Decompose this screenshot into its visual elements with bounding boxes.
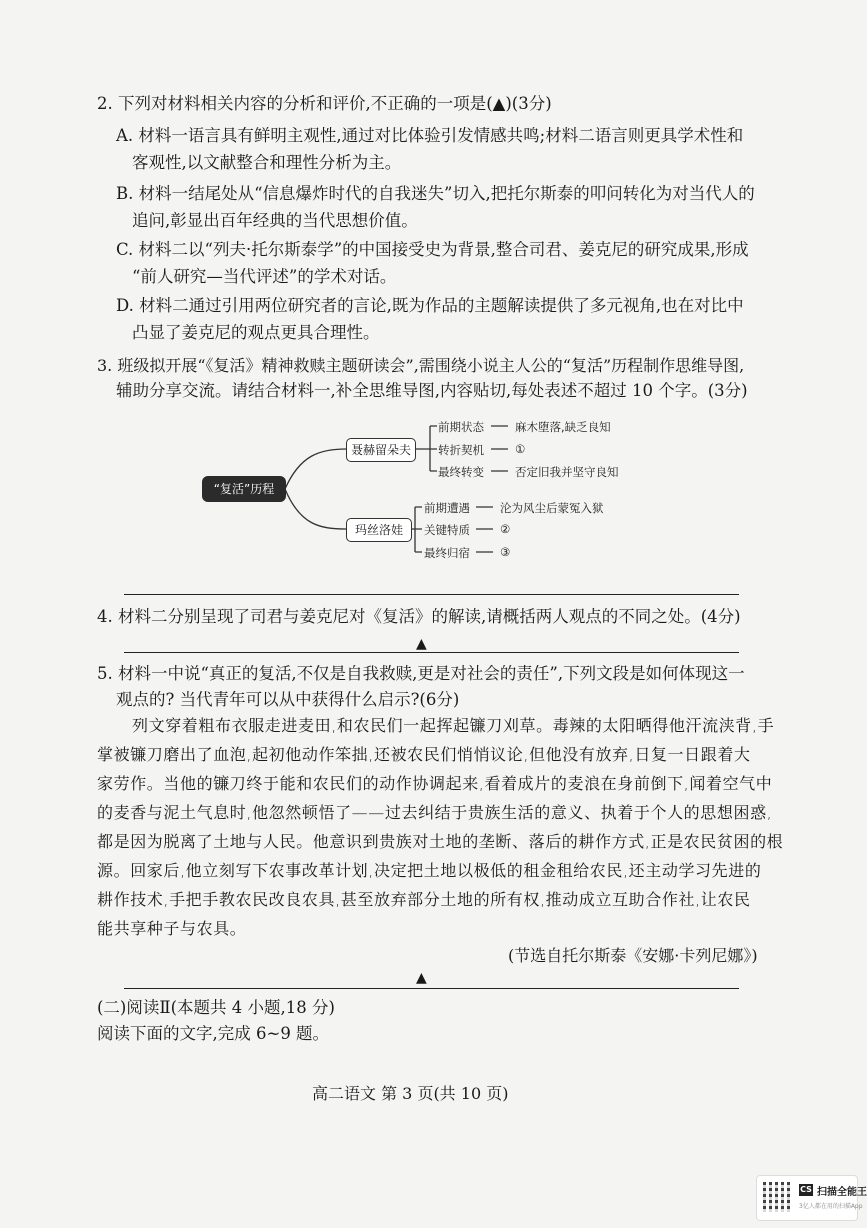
passage-line-1: 列文穿着粗布衣服走进麦田,和农民们一起挥起镰刀刈草。毒辣的太阳晒得他汗流浃背,手 xyxy=(132,716,775,735)
answer-line-q5 xyxy=(124,988,739,989)
passage-source: (节选自托尔斯泰《安娜·卡列尼娜》) xyxy=(508,946,758,965)
passage-line-2: 掌被镰刀磨出了血泡,起初他动作笨拙,还被农民们悄悄议论,但他没有放弃,日复一日跟着大 xyxy=(97,745,751,764)
question-3-line2: 辅助分享交流。请结合材料一,补全思维导图,内容贴切,每处表述不超过 10 个字。(3分) xyxy=(116,381,748,400)
question-3-line1: 3. 班级拟开展“《复活》精神救赎主题研读会”,需围绕小说主人公的“复活”历程制作思维导图, xyxy=(97,356,745,375)
passage-line-5: 都是因为脱离了土地与人民。他意识到贵族对土地的垄断、落后的耕作方式,正是农民贫困的根 xyxy=(97,832,784,851)
camscanner-logo-icon: CS xyxy=(800,1185,812,1194)
section-2-heading: (二)阅读Ⅱ(本题共 4 小题,18 分) xyxy=(97,998,335,1017)
page-footer: 高二语文 第 3 页(共 10 页) xyxy=(312,1084,509,1103)
answer-line-q3 xyxy=(124,594,739,595)
mindmap-branch-maslova: 玛丝洛娃 xyxy=(346,518,412,542)
question-5-line1: 5. 材料一中说“真正的复活,不仅是自我救赎,更是对社会的责任”,下列文段是如何体现这一 xyxy=(97,664,745,683)
answer-marker-q5: ▲ xyxy=(416,970,427,986)
option-d-line2: 凸显了姜克尼的观点更具合理性。 xyxy=(132,323,380,342)
mindmap-value-early-state: 麻木堕落,缺乏良知 xyxy=(515,420,611,434)
mindmap-root: “复活”历程 xyxy=(202,476,286,502)
mindmap-blank-3: ③ xyxy=(500,545,511,559)
mindmap-label-final-destination: 最终归宿 xyxy=(424,546,470,560)
option-c-line1: C. 材料二以“列夫·托尔斯泰学”的中国接受史为背景,整合司君、姜克尼的研究成果,形成 xyxy=(116,240,749,259)
passage-line-3: 家劳作。当他的镰刀终于能和农民们的动作协调起来,看着成片的麦浪在身前倒下,闻着空气中 xyxy=(97,774,773,793)
mindmap-blank-1: ① xyxy=(515,442,526,456)
option-a-line2: 客观性,以文献整合和理性分析为主。 xyxy=(132,153,402,172)
mindmap-label-early-state: 前期状态 xyxy=(438,420,484,434)
answer-line-q4 xyxy=(124,652,739,653)
mindmap-value-early-experience: 沦为风尘后蒙冤入狱 xyxy=(500,501,604,515)
mindmap-label-turning-point: 转折契机 xyxy=(438,443,484,457)
scanner-app-name: 扫描全能王 xyxy=(817,1187,867,1198)
mindmap-branch-nekhlyudov: 聂赫留朵夫 xyxy=(346,438,416,462)
passage-line-6: 源。回家后,他立刻写下农事改革计划,决定把土地以极低的租金租给农民,还主动学习先进的 xyxy=(97,861,762,880)
question-2-stem: 2. 下列对材料相关内容的分析和评价,不正确的一项是(▲)(3分) xyxy=(97,94,552,113)
mindmap-blank-2: ② xyxy=(500,522,511,536)
passage-line-8: 能共享种子与农具。 xyxy=(97,919,247,938)
passage-line-4: 的麦香与泥土气息时,他忽然顿悟了——过去纠结于贵族生活的意义、执着于个人的思想困惑, xyxy=(97,803,773,822)
option-b-line1: B. 材料一结尾处从“信息爆炸时代的自我迷失”切入,把托尔斯泰的叩问转化为对当代人的 xyxy=(116,184,755,203)
option-d-line1: D. 材料二通过引用两位研究者的言论,既为作品的主题解读提供了多元视角,也在对比中 xyxy=(116,296,744,315)
question-5-line2: 观点的? 当代青年可以从中获得什么启示?(6分) xyxy=(116,690,460,709)
mindmap-label-early-experience: 前期遭遇 xyxy=(424,501,470,515)
option-c-line2: “前人研究—当代评述”的学术对话。 xyxy=(132,267,397,286)
scanner-watermark xyxy=(756,1175,867,1221)
option-a-line1: A. 材料一语言具有鲜明主观性,通过对比体验引发情感共鸣;材料二语言则更具学术性和 xyxy=(116,126,744,145)
option-b-line2: 追问,彰显出百年经典的当代思想价值。 xyxy=(132,211,418,230)
answer-marker-q4: ▲ xyxy=(416,636,427,652)
passage-line-7: 耕作技术,手把手教农民改良农具,甚至放弃部分土地的所有权,推动成立互助合作社,让农民 xyxy=(97,890,751,909)
qr-code-icon xyxy=(763,1182,793,1212)
mindmap-value-final-change: 否定旧我并坚守良知 xyxy=(515,465,619,479)
mindmap-label-key-trait: 关键特质 xyxy=(424,523,470,537)
mindmap-label-final-change: 最终转变 xyxy=(438,465,484,479)
question-4-text: 4. 材料二分别呈现了司君与姜克尼对《复活》的解读,请概括两人观点的不同之处。(4分) xyxy=(97,607,741,626)
section-2-instruction: 阅读下面的文字,完成 6~9 题。 xyxy=(97,1024,330,1043)
scanner-app-tagline: 3亿人都在用的扫描App xyxy=(799,1203,863,1210)
